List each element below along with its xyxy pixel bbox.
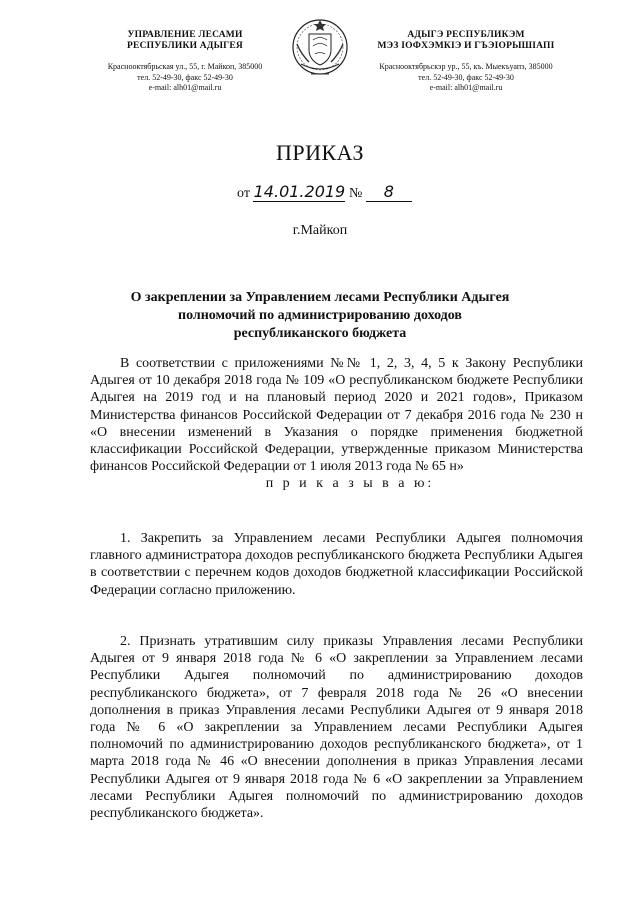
- number-prefix: №: [348, 186, 363, 201]
- heading-line-2: полномочий по администрированию доходов: [178, 308, 462, 323]
- heading-line-3: республиканского бюджета: [233, 326, 407, 341]
- order-item-1: 1. Закрепить за Управлением лесами Республики Адыгея полномочия главного администратора доходов республиканского бюджета Республики Адыгея в соответствии с перечнем кодов доходов бюджетной классификации Российской Федерации согласно приложению.: [90, 531, 583, 598]
- handwritten-date: 14.01.2019: [253, 182, 346, 201]
- order-word: п р и к а з ы в а ю:: [265, 476, 435, 491]
- org-name-right-line1: АДЫГЭ РЕСПУБЛИКЭМ: [407, 30, 525, 40]
- org-header-right: [350, 30, 582, 94]
- org-header-left: [80, 30, 290, 94]
- document-title: ПРИКАЗ: [275, 140, 365, 165]
- org-address-left: Краснооктябрьская ул., 55, г. Майкоп, 385000: [107, 62, 263, 71]
- city-line: г.Майкоп: [292, 223, 348, 238]
- date-number-line: [237, 183, 437, 205]
- org-phone-right: тел. 52-49-30, факс 52-49-30: [418, 72, 514, 82]
- org-email-left: e-mail: alh01@mail.ru: [148, 83, 222, 92]
- org-name-right-line2: МЭЗ ІОФХЭМКІЭ И ГЪЭІОРЫШІАПІ: [377, 41, 555, 51]
- org-phone-left: тел. 52-49-30, факс 52-49-30: [137, 72, 233, 82]
- preamble-paragraph: В соответствии с приложениями №№ 1, 2, 3, 4, 5 к Закону Республики Адыгея от 10 декабря 2018 года № 109 «О республиканском бюджете Республики Адыгея на 2019 год и на плановый период 2020 и 2021 годов», Приказом Министерства финансов Российской Федерации от 7 декабря 2016 года № 230 н «О внесении изменений в Указания о порядке применения бюджетной классификации Российской Федерации, утвержденные приказом Министерства финансов Российской Федерации от 1 июля 2013 года № 65 н»: [90, 356, 583, 475]
- order-heading: [0, 289, 640, 343]
- handwritten-number: 8: [366, 183, 412, 202]
- coat-of-arms-icon: [289, 14, 351, 82]
- org-email-right: e-mail: alh01@mail.ru: [429, 83, 503, 92]
- date-prefix: от: [237, 186, 250, 201]
- org-address-right: Краснооктябрьскэр ур., 55, къ. Мыекъуапэ, 385000: [379, 62, 553, 71]
- org-name-left-line1: УПРАВЛЕНИЕ ЛЕСАМИ: [127, 30, 243, 40]
- order-item-2: 2. Признать утратившим силу приказы Управления лесами Республики Адыгея от 9 января 2018 года № 6 «О закреплении за Управлением лесами Республики Адыгея полномочий по администрированию доходов республиканского бюджета», от 7 февраля 2018 года № 26 «О внесении дополнения в приказ Управления лесами Республики Адыгея от 9 января 2018 года № 6 «О закреплении за Управлением лесами Республики Адыгея полномочий по администрированию доходов республиканского бюджета», от 1 марта 2018 года № 46 «О внесении дополнения в приказ Управления лесами Республики Адыгея от 9 января 2018 года № 6 «О закреплении за Управлением лесами Республики Адыгея полномочий по администрированию доходов республиканского бюджета».: [90, 634, 583, 822]
- org-name-left-line2: РЕСПУБЛИКИ АДЫГЕЯ: [127, 41, 243, 51]
- heading-line-1: О закреплении за Управлением лесами Республики Адыгея: [130, 290, 510, 305]
